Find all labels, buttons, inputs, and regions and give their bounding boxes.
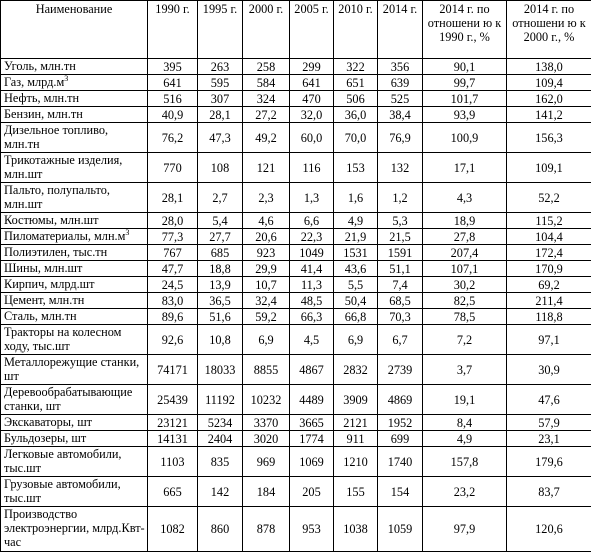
value-cell: 263 (198, 59, 243, 75)
table-row (1, 447, 591, 477)
row-name-cell (1, 415, 148, 431)
row-name: Пиломатериалы, млн.м (4, 229, 125, 243)
value-cell: 25439 (148, 385, 198, 415)
header-row (1, 1, 591, 59)
value-cell: 1740 (378, 447, 423, 477)
value-cell: 2739 (378, 355, 423, 385)
table-row (1, 213, 591, 229)
value-cell: 6,6 (290, 213, 334, 229)
value-cell: 48,5 (290, 293, 334, 309)
value-cell: 156,3 (507, 123, 591, 153)
value-cell: 28,0 (148, 213, 198, 229)
value-cell: 28,1 (148, 183, 198, 213)
table-row (1, 91, 591, 107)
value-cell: 138,0 (507, 59, 591, 75)
row-name: Костюмы, млн.шт (4, 213, 99, 227)
table-row (1, 261, 591, 277)
value-cell: 2404 (198, 431, 243, 447)
value-cell: 685 (198, 245, 243, 261)
row-name-cell (1, 91, 148, 107)
table-row (1, 277, 591, 293)
value-cell: 6,9 (334, 325, 378, 355)
row-name: Легковые автомобили, тыс.шт (4, 447, 122, 475)
value-cell: 153 (334, 153, 378, 183)
value-cell: 109,1 (507, 153, 591, 183)
value-cell: 7,2 (423, 325, 507, 355)
value-cell: 70,3 (378, 309, 423, 325)
value-cell: 470 (290, 91, 334, 107)
value-cell: 60,0 (290, 123, 334, 153)
value-cell: 3909 (334, 385, 378, 415)
row-name-cell (1, 309, 148, 325)
value-cell: 170,9 (507, 261, 591, 277)
table-row (1, 245, 591, 261)
value-cell: 18,8 (198, 261, 243, 277)
value-cell: 47,3 (198, 123, 243, 153)
row-name: Трикотажные изделия, млн.шт (4, 153, 122, 181)
value-cell: 18,9 (423, 213, 507, 229)
value-cell: 100,9 (423, 123, 507, 153)
value-cell: 6,9 (243, 325, 290, 355)
value-cell: 36,0 (334, 107, 378, 123)
value-cell: 24,5 (148, 277, 198, 293)
value-cell: 120,6 (507, 507, 591, 552)
value-cell: 595 (198, 75, 243, 91)
value-cell: 90,1 (423, 59, 507, 75)
value-cell: 19,1 (423, 385, 507, 415)
value-cell: 1952 (378, 415, 423, 431)
value-cell: 32,0 (290, 107, 334, 123)
table-row (1, 75, 591, 91)
table-row (1, 309, 591, 325)
table-row (1, 229, 591, 245)
value-cell: 43,6 (334, 261, 378, 277)
row-name: Дизельное топливо, млн.тн (4, 123, 108, 151)
value-cell: 101,7 (423, 91, 507, 107)
row-name-cell (1, 293, 148, 309)
table-row (1, 355, 591, 385)
value-cell: 923 (243, 245, 290, 261)
value-cell: 10,7 (243, 277, 290, 293)
value-cell: 76,9 (378, 123, 423, 153)
value-cell: 1103 (148, 447, 198, 477)
value-cell: 2121 (334, 415, 378, 431)
value-cell: 68,5 (378, 293, 423, 309)
row-name: Нефть, млн.тн (4, 91, 79, 105)
row-name-cell (1, 477, 148, 507)
header-1995: 1995 г. (198, 1, 243, 59)
row-name-cell (1, 213, 148, 229)
value-cell: 5,4 (198, 213, 243, 229)
row-name-cell (1, 431, 148, 447)
value-cell: 11192 (198, 385, 243, 415)
header-2005: 2005 г. (290, 1, 334, 59)
value-cell: 969 (243, 447, 290, 477)
row-name-cell (1, 229, 148, 245)
value-cell: 108 (198, 153, 243, 183)
value-cell: 10232 (243, 385, 290, 415)
value-cell: 8,4 (423, 415, 507, 431)
value-cell: 5,3 (378, 213, 423, 229)
value-cell: 3665 (290, 415, 334, 431)
value-cell: 20,6 (243, 229, 290, 245)
value-cell: 651 (334, 75, 378, 91)
value-cell: 211,4 (507, 293, 591, 309)
value-cell: 911 (334, 431, 378, 447)
value-cell: 51,1 (378, 261, 423, 277)
value-cell: 107,1 (423, 261, 507, 277)
value-cell: 4867 (290, 355, 334, 385)
value-cell: 5,5 (334, 277, 378, 293)
row-name: Производство электроэнергии, млрд.Квт-час (4, 507, 145, 549)
value-cell: 860 (198, 507, 243, 552)
value-cell: 516 (148, 91, 198, 107)
value-cell: 47,6 (507, 385, 591, 415)
value-cell: 4,3 (423, 183, 507, 213)
value-cell: 1038 (334, 507, 378, 552)
value-cell: 83,0 (148, 293, 198, 309)
value-cell: 322 (334, 59, 378, 75)
value-cell: 584 (243, 75, 290, 91)
table-row (1, 153, 591, 183)
value-cell: 74171 (148, 355, 198, 385)
row-name: Шины, млн.шт (4, 261, 82, 275)
header-2010: 2010 г. (334, 1, 378, 59)
value-cell: 767 (148, 245, 198, 261)
value-cell: 1069 (290, 447, 334, 477)
value-cell: 525 (378, 91, 423, 107)
value-cell: 38,4 (378, 107, 423, 123)
value-cell: 52,2 (507, 183, 591, 213)
value-cell: 29,9 (243, 261, 290, 277)
row-name-cell (1, 75, 148, 91)
value-cell: 99,7 (423, 75, 507, 91)
table-body (1, 59, 591, 552)
value-cell: 50,4 (334, 293, 378, 309)
value-cell: 21,9 (334, 229, 378, 245)
value-cell: 77,3 (148, 229, 198, 245)
row-name-cell (1, 355, 148, 385)
value-cell: 142 (198, 477, 243, 507)
value-cell: 1531 (334, 245, 378, 261)
value-cell: 207,4 (423, 245, 507, 261)
row-name: Бензин, млн.тн (4, 107, 83, 121)
value-cell: 83,7 (507, 477, 591, 507)
value-cell: 49,2 (243, 123, 290, 153)
value-cell: 76,2 (148, 123, 198, 153)
row-name: Цемент, млн.тн (4, 293, 84, 307)
value-cell: 104,4 (507, 229, 591, 245)
value-cell: 89,6 (148, 309, 198, 325)
value-cell: 1,3 (290, 183, 334, 213)
table-row (1, 385, 591, 415)
value-cell: 18033 (198, 355, 243, 385)
value-cell: 1210 (334, 447, 378, 477)
value-cell: 132 (378, 153, 423, 183)
value-cell: 3370 (243, 415, 290, 431)
value-cell: 1049 (290, 245, 334, 261)
row-name: Уголь, млн.тн (4, 59, 76, 73)
value-cell: 953 (290, 507, 334, 552)
header-2014: 2014 г. (378, 1, 423, 59)
value-cell: 1591 (378, 245, 423, 261)
value-cell: 141,2 (507, 107, 591, 123)
row-name: Сталь, млн.тн (4, 309, 77, 323)
value-cell: 66,8 (334, 309, 378, 325)
value-cell: 10,8 (198, 325, 243, 355)
value-cell: 23121 (148, 415, 198, 431)
row-name-cell (1, 277, 148, 293)
row-name: Тракторы на колесном ходу, тыс.шт (4, 325, 121, 353)
table-header (1, 1, 591, 59)
value-cell: 30,2 (423, 277, 507, 293)
value-cell: 116 (290, 153, 334, 183)
row-name: Газ, млрд.м (4, 75, 64, 89)
value-cell: 97,1 (507, 325, 591, 355)
value-cell: 299 (290, 59, 334, 75)
value-cell: 1,6 (334, 183, 378, 213)
value-cell: 51,6 (198, 309, 243, 325)
value-cell: 3,7 (423, 355, 507, 385)
value-cell: 115,2 (507, 213, 591, 229)
row-name-cell (1, 59, 148, 75)
value-cell: 179,6 (507, 447, 591, 477)
value-cell: 162,0 (507, 91, 591, 107)
value-cell: 699 (378, 431, 423, 447)
value-cell: 324 (243, 91, 290, 107)
value-cell: 69,2 (507, 277, 591, 293)
value-cell: 36,5 (198, 293, 243, 309)
value-cell: 121 (243, 153, 290, 183)
value-cell: 1,2 (378, 183, 423, 213)
table-row (1, 123, 591, 153)
value-cell: 66,3 (290, 309, 334, 325)
unit-superscript: 3 (125, 229, 129, 237)
unit-superscript: 3 (64, 75, 68, 83)
value-cell: 154 (378, 477, 423, 507)
value-cell: 4,6 (243, 213, 290, 229)
value-cell: 172,4 (507, 245, 591, 261)
value-cell: 22,3 (290, 229, 334, 245)
value-cell: 6,7 (378, 325, 423, 355)
value-cell: 47,7 (148, 261, 198, 277)
value-cell: 5234 (198, 415, 243, 431)
value-cell: 506 (334, 91, 378, 107)
row-name-cell (1, 153, 148, 183)
row-name-cell (1, 325, 148, 355)
value-cell: 356 (378, 59, 423, 75)
table-row (1, 107, 591, 123)
value-cell: 23,2 (423, 477, 507, 507)
value-cell: 1082 (148, 507, 198, 552)
row-name-cell (1, 507, 148, 552)
value-cell: 4869 (378, 385, 423, 415)
value-cell: 23,1 (507, 431, 591, 447)
value-cell: 17,1 (423, 153, 507, 183)
table-row (1, 477, 591, 507)
value-cell: 59,2 (243, 309, 290, 325)
row-name: Грузовые автомобили, тыс.шт (4, 477, 121, 505)
value-cell: 770 (148, 153, 198, 183)
value-cell: 205 (290, 477, 334, 507)
value-cell: 155 (334, 477, 378, 507)
value-cell: 4489 (290, 385, 334, 415)
row-name-cell (1, 261, 148, 277)
value-cell: 118,8 (507, 309, 591, 325)
value-cell: 2,3 (243, 183, 290, 213)
value-cell: 41,4 (290, 261, 334, 277)
value-cell: 11,3 (290, 277, 334, 293)
value-cell: 21,5 (378, 229, 423, 245)
value-cell: 2,7 (198, 183, 243, 213)
row-name-cell (1, 447, 148, 477)
row-name: Металлорежущие станки, шт (4, 355, 139, 383)
value-cell: 28,1 (198, 107, 243, 123)
value-cell: 878 (243, 507, 290, 552)
value-cell: 78,5 (423, 309, 507, 325)
value-cell: 258 (243, 59, 290, 75)
value-cell: 307 (198, 91, 243, 107)
value-cell: 27,7 (198, 229, 243, 245)
value-cell: 13,9 (198, 277, 243, 293)
row-name: Кирпич, млрд.шт (4, 277, 95, 291)
table-row (1, 431, 591, 447)
value-cell: 4,9 (423, 431, 507, 447)
value-cell: 8855 (243, 355, 290, 385)
table-row (1, 293, 591, 309)
row-name: Пальто, полупальто, млн.шт (4, 183, 110, 211)
row-name: Экскаваторы, шт (4, 415, 92, 429)
header-ratio-1990: 2014 г. по отношени ю к 1990 г., % (423, 1, 507, 59)
value-cell: 639 (378, 75, 423, 91)
value-cell: 3020 (243, 431, 290, 447)
value-cell: 1059 (378, 507, 423, 552)
table-row (1, 507, 591, 552)
value-cell: 4,9 (334, 213, 378, 229)
value-cell: 30,9 (507, 355, 591, 385)
value-cell: 92,6 (148, 325, 198, 355)
value-cell: 70,0 (334, 123, 378, 153)
header-1990: 1990 г. (148, 1, 198, 59)
row-name-cell (1, 107, 148, 123)
value-cell: 27,8 (423, 229, 507, 245)
value-cell: 27,2 (243, 107, 290, 123)
row-name: Бульдозеры, шт (4, 431, 86, 445)
value-cell: 93,9 (423, 107, 507, 123)
header-name: Наименование (1, 1, 148, 59)
table-row (1, 59, 591, 75)
value-cell: 835 (198, 447, 243, 477)
value-cell: 641 (148, 75, 198, 91)
row-name-cell (1, 183, 148, 213)
value-cell: 7,4 (378, 277, 423, 293)
value-cell: 641 (290, 75, 334, 91)
row-name: Деревообрабатывающие станки, шт (4, 385, 132, 413)
row-name-cell (1, 385, 148, 415)
value-cell: 82,5 (423, 293, 507, 309)
table-row (1, 415, 591, 431)
value-cell: 1774 (290, 431, 334, 447)
value-cell: 40,9 (148, 107, 198, 123)
value-cell: 2832 (334, 355, 378, 385)
row-name: Полиэтилен, тыс.тн (4, 245, 107, 259)
row-name-cell (1, 245, 148, 261)
value-cell: 157,8 (423, 447, 507, 477)
value-cell: 395 (148, 59, 198, 75)
table-row (1, 183, 591, 213)
value-cell: 184 (243, 477, 290, 507)
row-name-cell (1, 123, 148, 153)
value-cell: 32,4 (243, 293, 290, 309)
table-row (1, 325, 591, 355)
value-cell: 57,9 (507, 415, 591, 431)
value-cell: 97,9 (423, 507, 507, 552)
value-cell: 665 (148, 477, 198, 507)
header-2000: 2000 г. (243, 1, 290, 59)
header-ratio-2000: 2014 г. по отношени ю к 2000 г., % (507, 1, 591, 59)
value-cell: 4,5 (290, 325, 334, 355)
value-cell: 14131 (148, 431, 198, 447)
value-cell: 109,4 (507, 75, 591, 91)
